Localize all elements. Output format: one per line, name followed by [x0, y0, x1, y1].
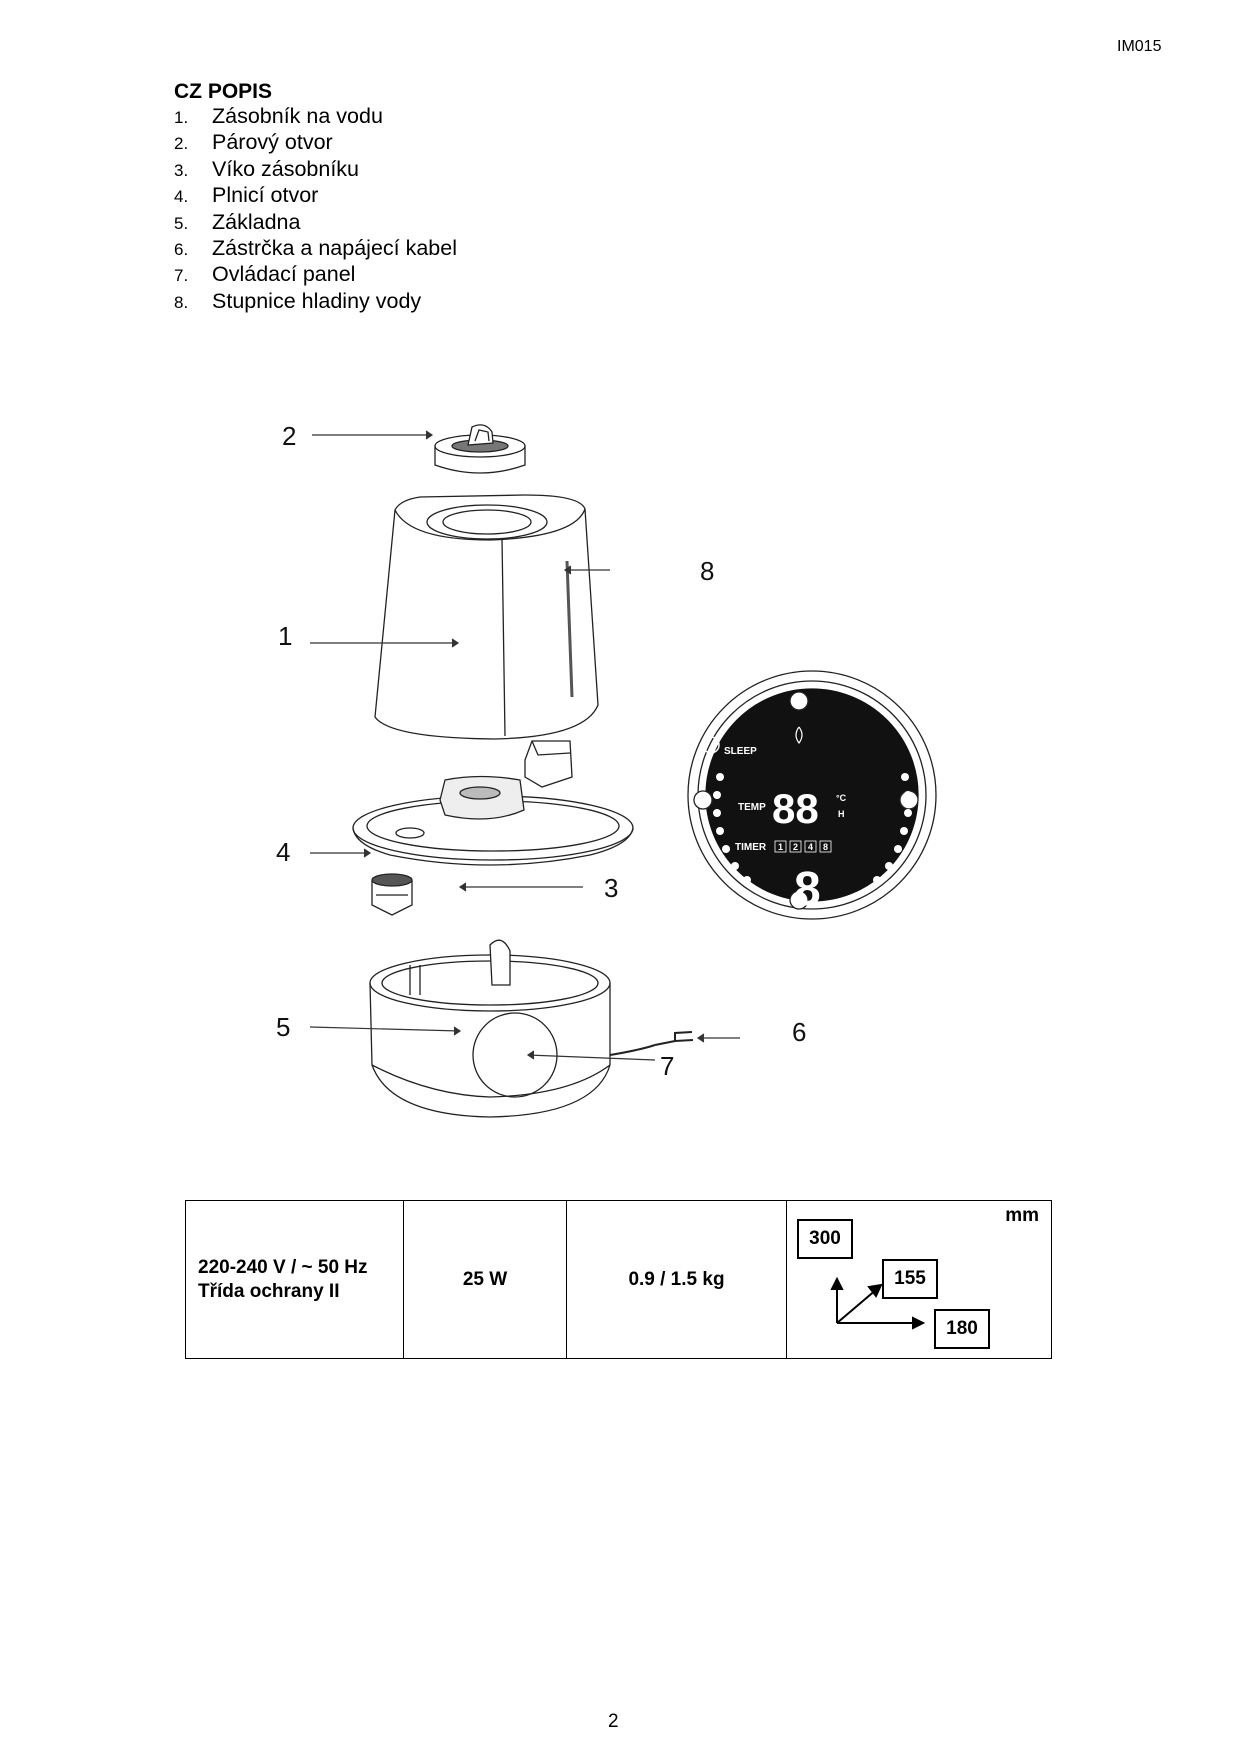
dimension-axes-icon [787, 1201, 1051, 1358]
item-label: Párový otvor [212, 130, 333, 155]
tank-lid-drawing [353, 741, 633, 865]
item-label: Plnicí otvor [212, 183, 319, 208]
warning-icon [703, 737, 719, 753]
callout-4: 4 [276, 837, 291, 867]
list-item [174, 210, 457, 236]
dimension-width: 180 [934, 1309, 990, 1349]
panel-temp-value: 88 [772, 785, 819, 832]
steam-nozzle-drawing [435, 425, 525, 473]
base-drawing [370, 940, 693, 1117]
list-item [174, 289, 457, 315]
callout-leader-lines [310, 431, 740, 1060]
item-label: Víko zásobníku [212, 156, 360, 181]
humidifier-exploded-diagram [276, 405, 1060, 1125]
panel-big-digit: 8 [794, 863, 821, 916]
item-number: 8. [174, 292, 189, 312]
tank-cap-drawing [372, 874, 412, 915]
dimension-height: 300 [797, 1219, 853, 1259]
list-item [174, 157, 457, 183]
item-label: Ovládací panel [212, 262, 356, 287]
page-number: 2 [608, 1711, 619, 1732]
panel-sleep-label: SLEEP [724, 746, 757, 757]
item-number: 1. [174, 108, 189, 127]
timer-option: 1 [777, 842, 784, 852]
callout-7: 7 [660, 1051, 675, 1081]
panel-timer-label: TIMER [735, 842, 767, 853]
protection-class-value: Třída ochrany II [198, 1280, 340, 1302]
panel-unit-celsius: °C [836, 793, 847, 803]
list-item [174, 104, 457, 130]
timer-option: 8 [822, 842, 829, 852]
section-title: CZ POPIS [174, 80, 273, 103]
item-number: 2. [174, 134, 189, 154]
list-item [174, 183, 457, 209]
specs-table [185, 1200, 1052, 1359]
dimension-unit: mm [1005, 1205, 1039, 1226]
parts-list [174, 104, 457, 315]
power-value: 25 W [404, 1201, 567, 1359]
electrical-cell [186, 1201, 404, 1359]
voltage-value: 220-240 V / ~ 50 Hz [198, 1256, 368, 1278]
callout-3: 3 [604, 873, 619, 903]
callout-2: 2 [282, 421, 297, 451]
callout-1: 1 [278, 621, 293, 651]
timer-option: 2 [792, 842, 799, 852]
item-number: 5. [174, 213, 189, 233]
item-number: 4. [174, 187, 189, 207]
dimension-depth: 155 [882, 1259, 938, 1299]
panel-unit-hours: H [838, 809, 845, 819]
dimensions-cell [787, 1201, 1052, 1359]
item-label: Základna [212, 209, 301, 234]
weight-value: 0.9 / 1.5 kg [567, 1201, 787, 1359]
list-item [174, 130, 457, 156]
item-number: 6. [174, 239, 189, 259]
water-tank-drawing [375, 495, 598, 739]
document-code: IM015 [1117, 38, 1162, 55]
item-number: 3. [174, 160, 189, 180]
item-number: 7. [174, 266, 189, 286]
item-label: Stupnice hladiny vody [212, 288, 422, 313]
timer-option: 4 [807, 842, 814, 852]
list-item [174, 262, 457, 288]
item-label: Zásobník na vodu [212, 104, 383, 128]
panel-temp-label: TEMP [738, 802, 766, 813]
list-item [174, 236, 457, 262]
item-label: Zástrčka a napájecí kabel [212, 235, 457, 260]
callout-6: 6 [792, 1017, 807, 1047]
callout-8: 8 [700, 556, 715, 586]
callout-5: 5 [276, 1012, 291, 1042]
